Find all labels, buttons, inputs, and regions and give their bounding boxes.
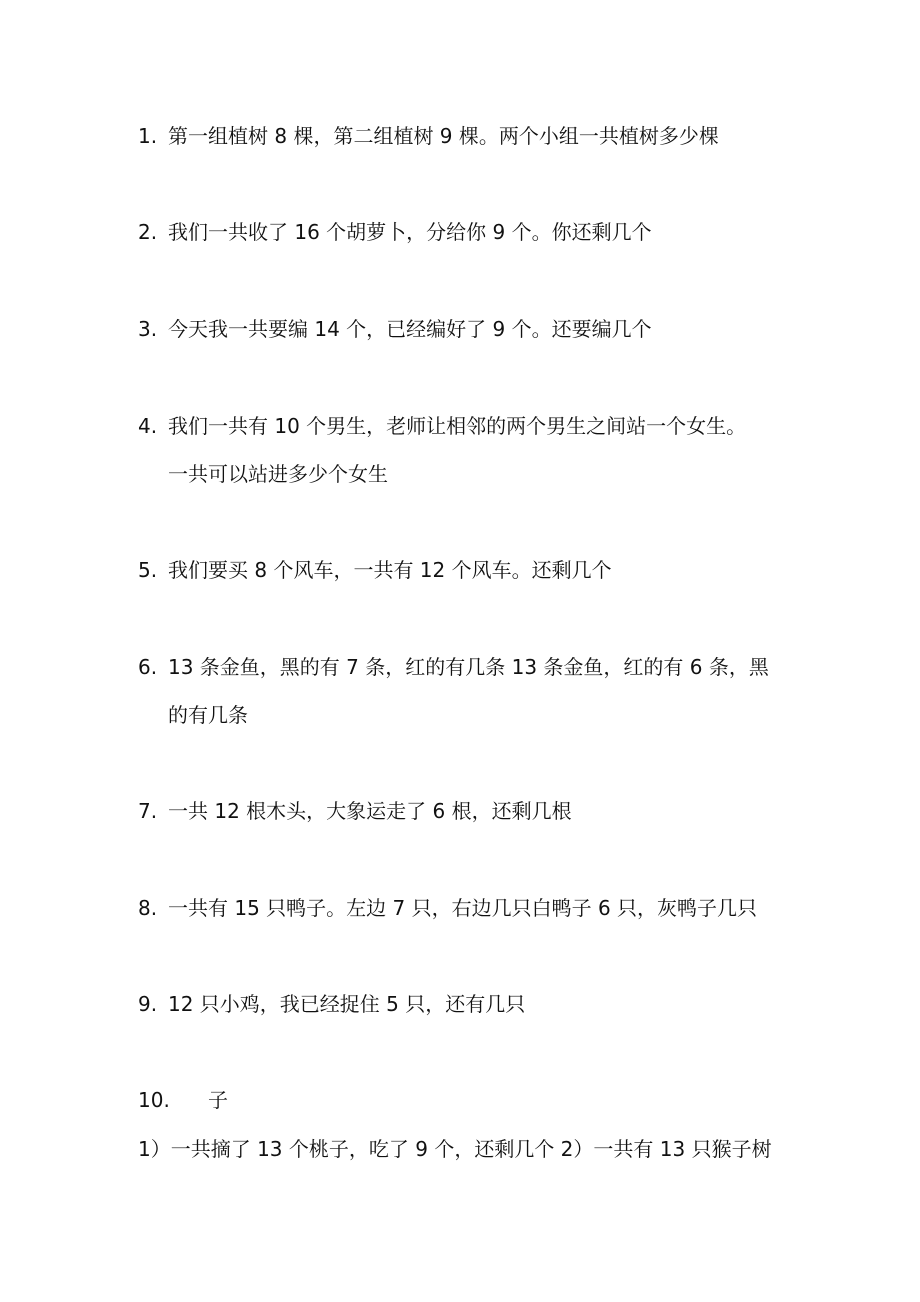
problem-text-block [168,643,798,739]
problem-4 [138,402,798,498]
problem-number: 8. [138,896,158,920]
problem-text-continued: 的有几条 [168,703,248,727]
problem-text-continued: 一共可以站进多少个女生 [168,462,388,486]
problem-number: 9. [138,992,158,1016]
problem-8 [138,884,798,932]
problem-5 [138,546,798,594]
problem-3 [138,305,798,353]
problem-text: 我们要买 8 个风车，一共有 12 个风车。还剩几个 [168,558,612,582]
problem-text: 12 只小鸡，我已经捉住 5 只，还有几只 [168,992,526,1016]
problem-text: 子 [208,1088,228,1112]
problem-text-block [168,402,798,498]
problem-9 [138,980,798,1028]
problem-text: 一共有 15 只鸭子。左边 7 只，右边几只白鸭子 6 只，灰鸭子几只 [168,896,758,920]
problem-10 [138,1076,798,1124]
problem-6 [138,643,798,739]
problem-number: 4. [138,414,158,438]
problem-text: 一共 12 根木头，大象运走了 6 根，还剩几根 [168,799,572,823]
problem-text: 我们一共收了 16 个胡萝卜，分给你 9 个。你还剩几个 [168,220,652,244]
problem-number: 7. [138,799,158,823]
problem-text: 今天我一共要编 14 个，已经编好了 9 个。还要编几个 [168,317,652,341]
problem-2 [138,208,798,256]
problem-number: 2. [138,220,158,244]
problem-number: 3. [138,317,158,341]
problem-number: 5. [138,558,158,582]
problem-text: 我们一共有 10 个男生，老师让相邻的两个男生之间站一个女生。 [168,414,747,438]
problem-7 [138,787,798,835]
problem-text: 第一组植树 8 棵，第二组植树 9 棵。两个小组一共植树多少棵 [168,124,719,148]
problem-text: 13 条金鱼，黑的有 7 条，红的有几条 13 条金鱼，红的有 6 条，黑 [168,655,769,679]
problem-number: 1. [138,124,158,148]
sub-problems-line: 1）一共摘了 13 个桃子，吃了 9 个，还剩几个 2）一共有 13 只猴子树 [138,1137,772,1161]
problem-number: 6. [138,655,158,679]
problem-1 [138,112,798,160]
problem-number: 10. [138,1088,170,1112]
